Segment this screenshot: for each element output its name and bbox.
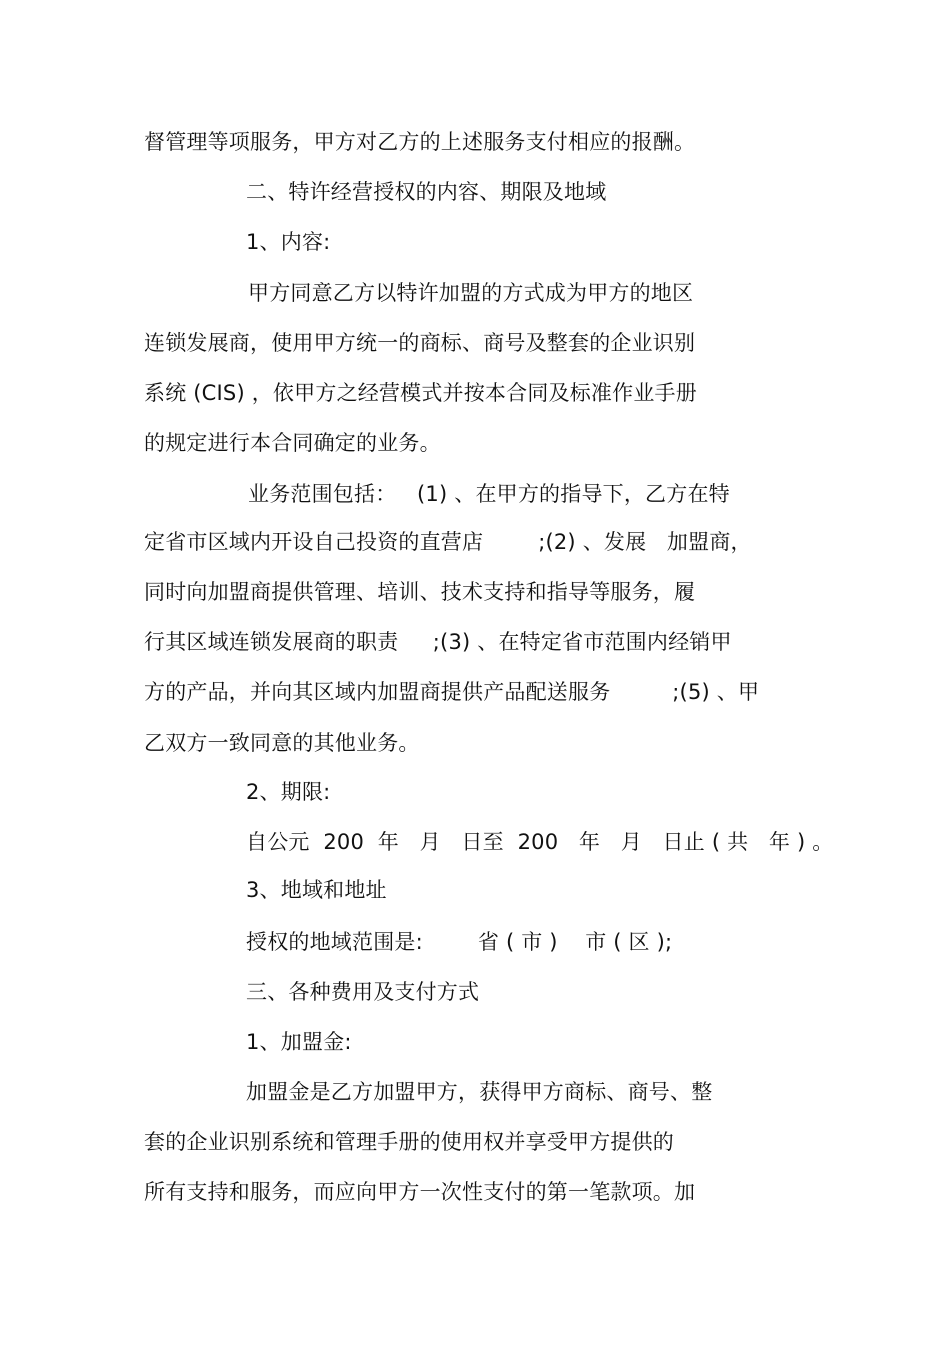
- body-text-line: 自公元 200 年 月 日至 200 年 月 日止 ( 共 年 ) 。: [246, 830, 834, 854]
- body-text-line: 的规定进行本合同确定的业务。: [144, 431, 441, 455]
- body-text-line: 定省市区域内开设自己投资的直营店 ;(2) 、发展 加盟商，: [144, 530, 752, 554]
- body-text-line: 套的企业识别系统和管理手册的使用权并享受甲方提供的: [144, 1130, 674, 1154]
- body-text-line: 系统 (CIS) ，依甲方之经营模式并按本合同及标准作业手册: [144, 381, 697, 405]
- body-text-line: 业务范围包括： (1) 、在甲方的指导下，乙方在特: [248, 482, 730, 506]
- subsection-heading: 3、地域和地址: [246, 878, 387, 902]
- body-text-line: 行其区域连锁发展商的职责 ;(3) 、在特定省市范围内经销甲: [144, 630, 732, 654]
- body-text-line: 方的产品，并向其区域内加盟商提供产品配送服务 ;(5) 、甲: [144, 680, 760, 704]
- subsection-heading: 2、期限:: [246, 780, 331, 804]
- body-text-line: 所有支持和服务，而应向甲方一次性支付的第一笔款项。加: [144, 1180, 696, 1204]
- body-text-line: 甲方同意乙方以特许加盟的方式成为甲方的地区: [248, 281, 694, 305]
- section-heading: 三、各种费用及支付方式: [246, 980, 480, 1004]
- body-text-line: 督管理等项服务，甲方对乙方的上述服务支付相应的报酬。: [144, 130, 696, 154]
- body-text-line: 加盟金是乙方加盟甲方，获得甲方商标、商号、整: [246, 1080, 713, 1104]
- subsection-heading: 1、内容:: [246, 230, 331, 254]
- body-text-line: 同时向加盟商提供管理、培训、技术支持和指导等服务，履: [144, 580, 696, 604]
- body-text-line: 授权的地域范围是: 省 ( 市 ) 市 ( 区 );: [246, 930, 673, 954]
- section-heading: 二、特许经营授权的内容、期限及地域: [246, 180, 607, 204]
- body-text-line: 乙双方一致同意的其他业务。: [144, 731, 420, 755]
- body-text-line: 连锁发展商，使用甲方统一的商标、商号及整套的企业识别: [144, 331, 696, 355]
- subsection-heading: 1、加盟金:: [246, 1030, 352, 1054]
